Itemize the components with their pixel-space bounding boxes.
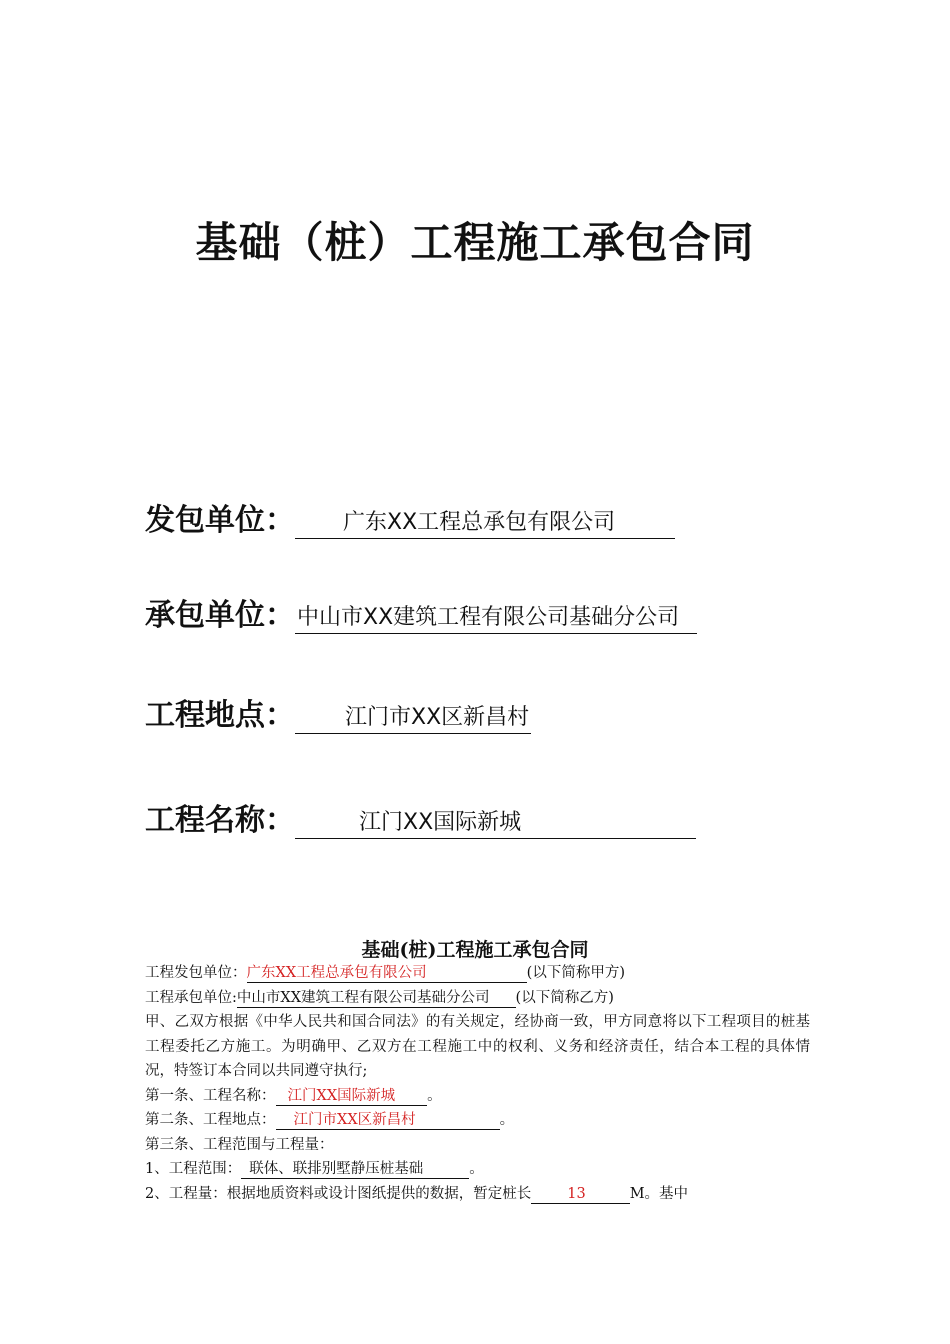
cover-label: 承包单位：: [145, 598, 295, 633]
party-a-line: [145, 961, 810, 986]
party-b-value: 中山市XX建筑工程有限公司基础分公司: [237, 990, 516, 1008]
contract-body: [145, 961, 810, 1206]
item-1-value: 联体、联排别墅静压桩基础: [241, 1161, 469, 1179]
article-1-end: 。: [427, 1087, 442, 1104]
item-1-end: 。: [469, 1161, 484, 1177]
cover-field-contractor: [145, 590, 697, 634]
party-a-suffix: (以下简称甲方): [526, 965, 625, 981]
article-2-end: 。: [499, 1112, 515, 1128]
item-2-label: 2、工程量：根据地质资料或设计图纸提供的数据，暂定桩长: [145, 1185, 532, 1202]
party-b-line: [145, 986, 810, 1011]
article-3: 第三条、工程范围与工程量：: [145, 1136, 334, 1153]
cover-value: 中山市XX建筑工程有限公司基础分公司: [295, 603, 697, 634]
article-1-label: 第一条、工程名称：: [145, 1087, 276, 1104]
cover-label: 工程名称：: [145, 803, 295, 838]
item-2-end: M。基中: [629, 1185, 689, 1202]
article-1: [145, 1084, 810, 1109]
article-2: [145, 1108, 810, 1133]
article-2-label: 第二条、工程地点：: [145, 1112, 276, 1128]
party-b-label: 工程承包单位:: [145, 989, 237, 1006]
party-a-label: 工程发包单位：: [145, 965, 247, 981]
cover-label: 发包单位：: [145, 503, 295, 538]
cover-label: 工程地点：: [145, 698, 295, 733]
article-1-value: 江门XX国际新城: [276, 1088, 428, 1106]
cover-field-project-name: [145, 795, 696, 839]
party-a-value: 广东XX工程总承包有限公司: [247, 965, 527, 983]
preamble: 甲、乙双方根据《中华人民共和国合同法》的有关规定，经协商一致，甲方同意将以下工程项目的桩基工程委托乙方施工。为明确甲、乙双方在工程施工中的权利、义务和经济责任，结合本工程的具体情况，特签订本合同以共同遵守执行;: [145, 1014, 810, 1079]
item-2: [145, 1182, 810, 1207]
item-1: [145, 1157, 810, 1182]
article-2-value: 江门市XX区新昌村: [276, 1112, 500, 1130]
cover-value: 广东XX工程总承包有限公司: [295, 508, 675, 539]
party-b-suffix: (以下简称乙方): [515, 989, 614, 1006]
cover-field-employer: [145, 495, 675, 539]
cover-value: 江门XX国际新城: [295, 808, 696, 839]
item-1-label: 1、工程范围：: [145, 1161, 242, 1177]
cover-field-location: [145, 690, 531, 734]
cover-value: 江门市XX区新昌村: [295, 703, 531, 734]
cover-title: 基础（桩）工程施工承包合同: [195, 218, 755, 267]
contract-title: 基础(桩)工程施工承包合同: [361, 939, 589, 961]
item-2-value: 13: [531, 1186, 629, 1204]
